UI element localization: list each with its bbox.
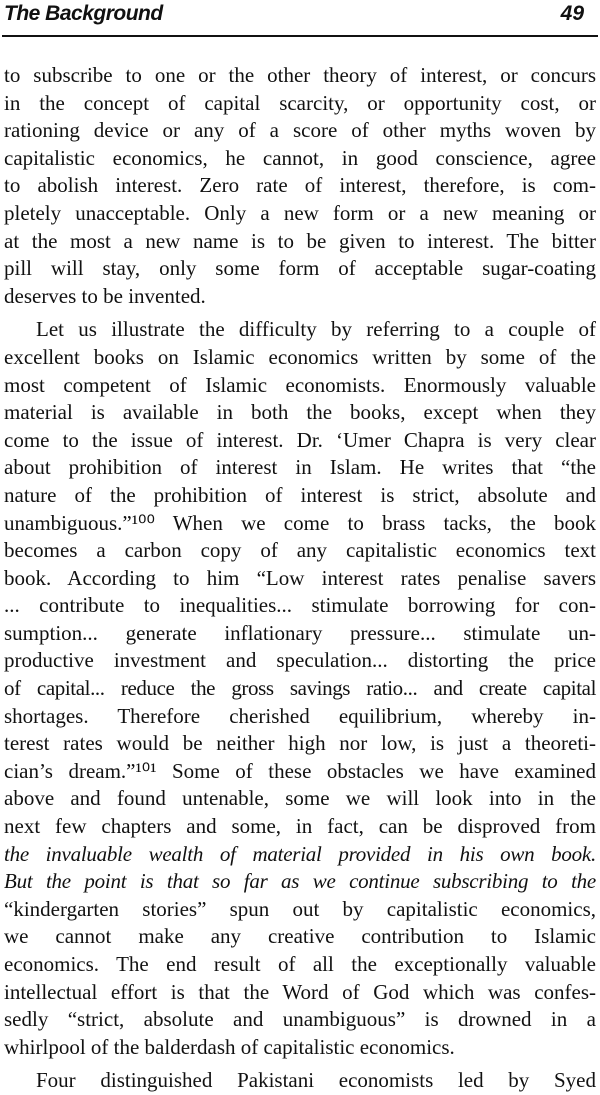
text-line: come to the issue of interest. Dr. ‘Umer Chapra is very clear	[4, 427, 596, 452]
text-line: of capital... reduce the gross savings ratio... and create capital	[4, 676, 596, 701]
text-line: whirlpool of the balderdash of capitalistic economics.	[4, 1034, 455, 1059]
text-line: intellectual effort is that the Word of God which was confes-	[4, 979, 596, 1004]
text-line: we cannot make any creative contribution to Islamic	[4, 924, 596, 949]
text-line: Let us illustrate the difficulty by referring to a couple of	[36, 317, 596, 342]
paragraph-1	[4, 62, 596, 310]
text-line: material is available in both the books, except when they	[4, 400, 596, 425]
text-line: the invaluable wealth of material provided in his own book.	[4, 841, 596, 866]
text-line: But the point is that so far as we continue subscribing to the	[4, 869, 596, 894]
paragraph-3	[4, 1067, 596, 1095]
text-line: cian’s dream.”¹⁰¹ Some of these obstacles we have examined	[4, 758, 596, 783]
body-text	[4, 62, 596, 1095]
text-line: rationing device or any of a score of other myths woven by	[4, 118, 596, 143]
text-line: at the most a new name is to be given to interest. The bitter	[4, 228, 596, 253]
text-line: to abolish interest. Zero rate of interest, therefore, is com-	[4, 173, 596, 198]
text-line: “kindergarten stories” spun out by capitalistic economics,	[4, 896, 596, 921]
page-number: 49	[560, 2, 584, 25]
running-head	[0, 0, 600, 34]
text-line: book. According to him “Low interest rates penalise savers	[4, 565, 596, 590]
text-line: to subscribe to one or the other theory of interest, or concurs	[4, 63, 596, 87]
paragraph-2	[4, 316, 596, 1061]
text-line: about prohibition of interest in Islam. He writes that “the	[4, 455, 596, 480]
text-line: sumption... generate inflationary pressure... stimulate un-	[4, 620, 596, 645]
text-line: Four distinguished Pakistani economists led by Syed	[36, 1068, 596, 1093]
text-line: terest rates would be neither high nor low, is just a theoreti-	[4, 731, 596, 756]
text-line: excellent books on Islamic economics written by some of the	[4, 344, 596, 369]
text-line: becomes a carbon copy of any capitalistic economics text	[4, 538, 596, 563]
chapter-title: The Background	[4, 2, 163, 25]
text-line: sedly “strict, absolute and unambiguous” is drowned in a	[4, 1007, 596, 1032]
text-line: capitalistic economics, he cannot, in good conscience, agree	[4, 145, 596, 170]
text-line: nature of the prohibition of interest is strict, absolute and	[4, 482, 596, 507]
text-line: deserves to be invented.	[4, 283, 206, 308]
text-line: ... contribute to inequalities... stimulate borrowing for con-	[4, 593, 596, 618]
text-line: unambiguous.”¹⁰⁰ When we come to brass tacks, the book	[4, 510, 596, 535]
text-line: in the concept of capital scarcity, or opportunity cost, or	[4, 90, 596, 115]
text-line: most competent of Islamic economists. Enormously valuable	[4, 372, 596, 397]
text-line: pill will stay, only some form of acceptable sugar-coating	[4, 256, 596, 281]
text-line: productive investment and speculation... distorting the price	[4, 648, 596, 673]
text-line: economics. The end result of all the exceptionally valuable	[4, 952, 596, 976]
text-line: above and found untenable, some we will look into in the	[4, 786, 596, 811]
text-line: shortages. Therefore cherished equilibrium, whereby in-	[4, 703, 596, 728]
text-line: next few chapters and some, in fact, can be disproved from	[4, 814, 596, 839]
text-line: pletely unacceptable. Only a new form or a new meaning or	[4, 200, 596, 225]
header-rule	[2, 35, 598, 37]
